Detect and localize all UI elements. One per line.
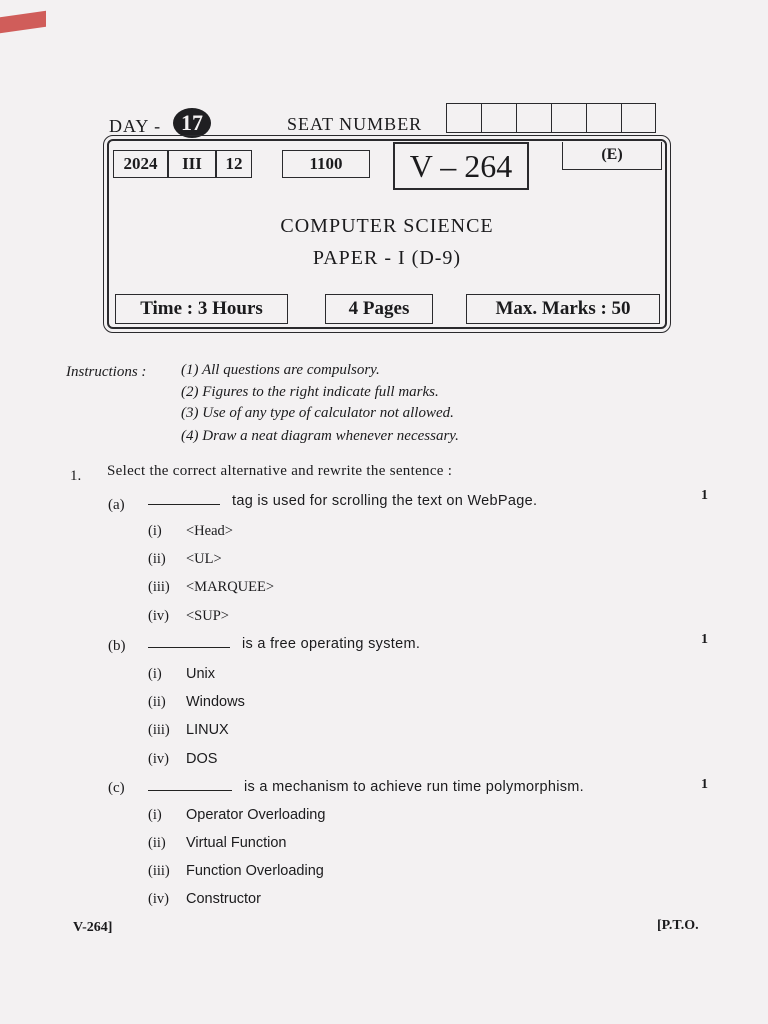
pages-info: 4 Pages [325, 294, 433, 324]
option-number: (iv) [148, 751, 169, 767]
option-number: (iv) [148, 608, 169, 624]
option-text: <SUP> [186, 608, 229, 624]
paper-code: V – 264 [393, 142, 529, 190]
day-label: DAY - [109, 116, 162, 136]
option-number: (iii) [148, 722, 170, 738]
option [148, 722, 229, 739]
option-number: (iii) [148, 579, 170, 595]
option [148, 835, 286, 852]
option-text: Constructor [186, 891, 261, 907]
part-question [148, 492, 537, 510]
exam-code: 1100 [282, 150, 370, 178]
option [148, 523, 233, 540]
instruction-item: (1) All questions are compulsory. [181, 362, 380, 378]
option-number: (ii) [148, 551, 166, 567]
option-text: Unix [186, 666, 216, 682]
option-number: (ii) [148, 835, 166, 851]
date-code: 12 [216, 150, 252, 178]
seat-box [621, 103, 656, 133]
option-text: <UL> [186, 551, 222, 567]
seat-number-label: SEAT NUMBER [287, 114, 423, 134]
language-code: (E) [562, 142, 662, 170]
part-question-text: is a free operating system. [242, 636, 421, 652]
part-label: (a) [108, 497, 125, 513]
seat-box [516, 103, 551, 133]
seat-box [551, 103, 586, 133]
option [148, 551, 222, 568]
option-number: (i) [148, 666, 162, 682]
option-text: Windows [186, 694, 245, 710]
option [148, 608, 229, 625]
part-question-text: tag is used for scrolling the text on WebPage. [232, 493, 538, 509]
seat-box [586, 103, 621, 133]
seat-box [481, 103, 516, 133]
marks: 1 [701, 632, 708, 647]
option [148, 666, 215, 683]
option-text: LINUX [186, 722, 229, 738]
seat-number-boxes [446, 103, 656, 133]
year-code: 2024 [113, 150, 168, 178]
option-text: DOS [186, 751, 218, 767]
instruction-item: (4) Draw a neat diagram whenever necessary. [181, 428, 459, 444]
option-text: <MARQUEE> [186, 579, 275, 595]
option-number: (iii) [148, 863, 170, 879]
option-text: <Head> [186, 523, 233, 539]
max-marks-info: Max. Marks : 50 [466, 294, 660, 324]
option [148, 891, 261, 908]
option-number: (i) [148, 807, 162, 823]
option [148, 694, 245, 711]
option-text: Operator Overloading [186, 807, 326, 823]
answer-blank [148, 504, 220, 505]
paper-corner-mark [0, 11, 46, 33]
option-number: (i) [148, 523, 162, 539]
option [148, 751, 217, 768]
part-question-text: is a mechanism to achieve run time polymorphism. [244, 779, 584, 795]
part-question [148, 635, 420, 653]
paper-title: PAPER - I (D-9) [312, 247, 462, 269]
answer-blank [148, 647, 230, 648]
day-number-badge: 17 [173, 108, 211, 138]
option-text: Function Overloading [186, 863, 324, 879]
marks: 1 [701, 777, 708, 792]
subject-title: COMPUTER SCIENCE [280, 215, 494, 237]
answer-blank [148, 790, 232, 791]
option [148, 807, 325, 824]
option-number: (iv) [148, 891, 169, 907]
part-question [148, 778, 584, 796]
option-text: Virtual Function [186, 835, 287, 851]
option [148, 863, 324, 880]
instructions-label: Instructions : [66, 364, 147, 380]
marks: 1 [701, 488, 708, 503]
question-text: Select the correct alternative and rewrite the sentence : [107, 463, 453, 479]
time-info: Time : 3 Hours [115, 294, 288, 324]
footer-paper-code: V-264] [73, 920, 113, 935]
instruction-item: (2) Figures to the right indicate full marks. [181, 384, 439, 400]
question-number: 1. [70, 468, 82, 484]
option [148, 579, 274, 596]
part-label: (c) [108, 780, 125, 796]
footer-pto: [P.T.O. [657, 918, 699, 933]
instruction-item: (3) Use of any type of calculator not allowed. [181, 405, 454, 421]
option-number: (ii) [148, 694, 166, 710]
month-code: III [168, 150, 216, 178]
seat-box [446, 103, 481, 133]
part-label: (b) [108, 638, 126, 654]
